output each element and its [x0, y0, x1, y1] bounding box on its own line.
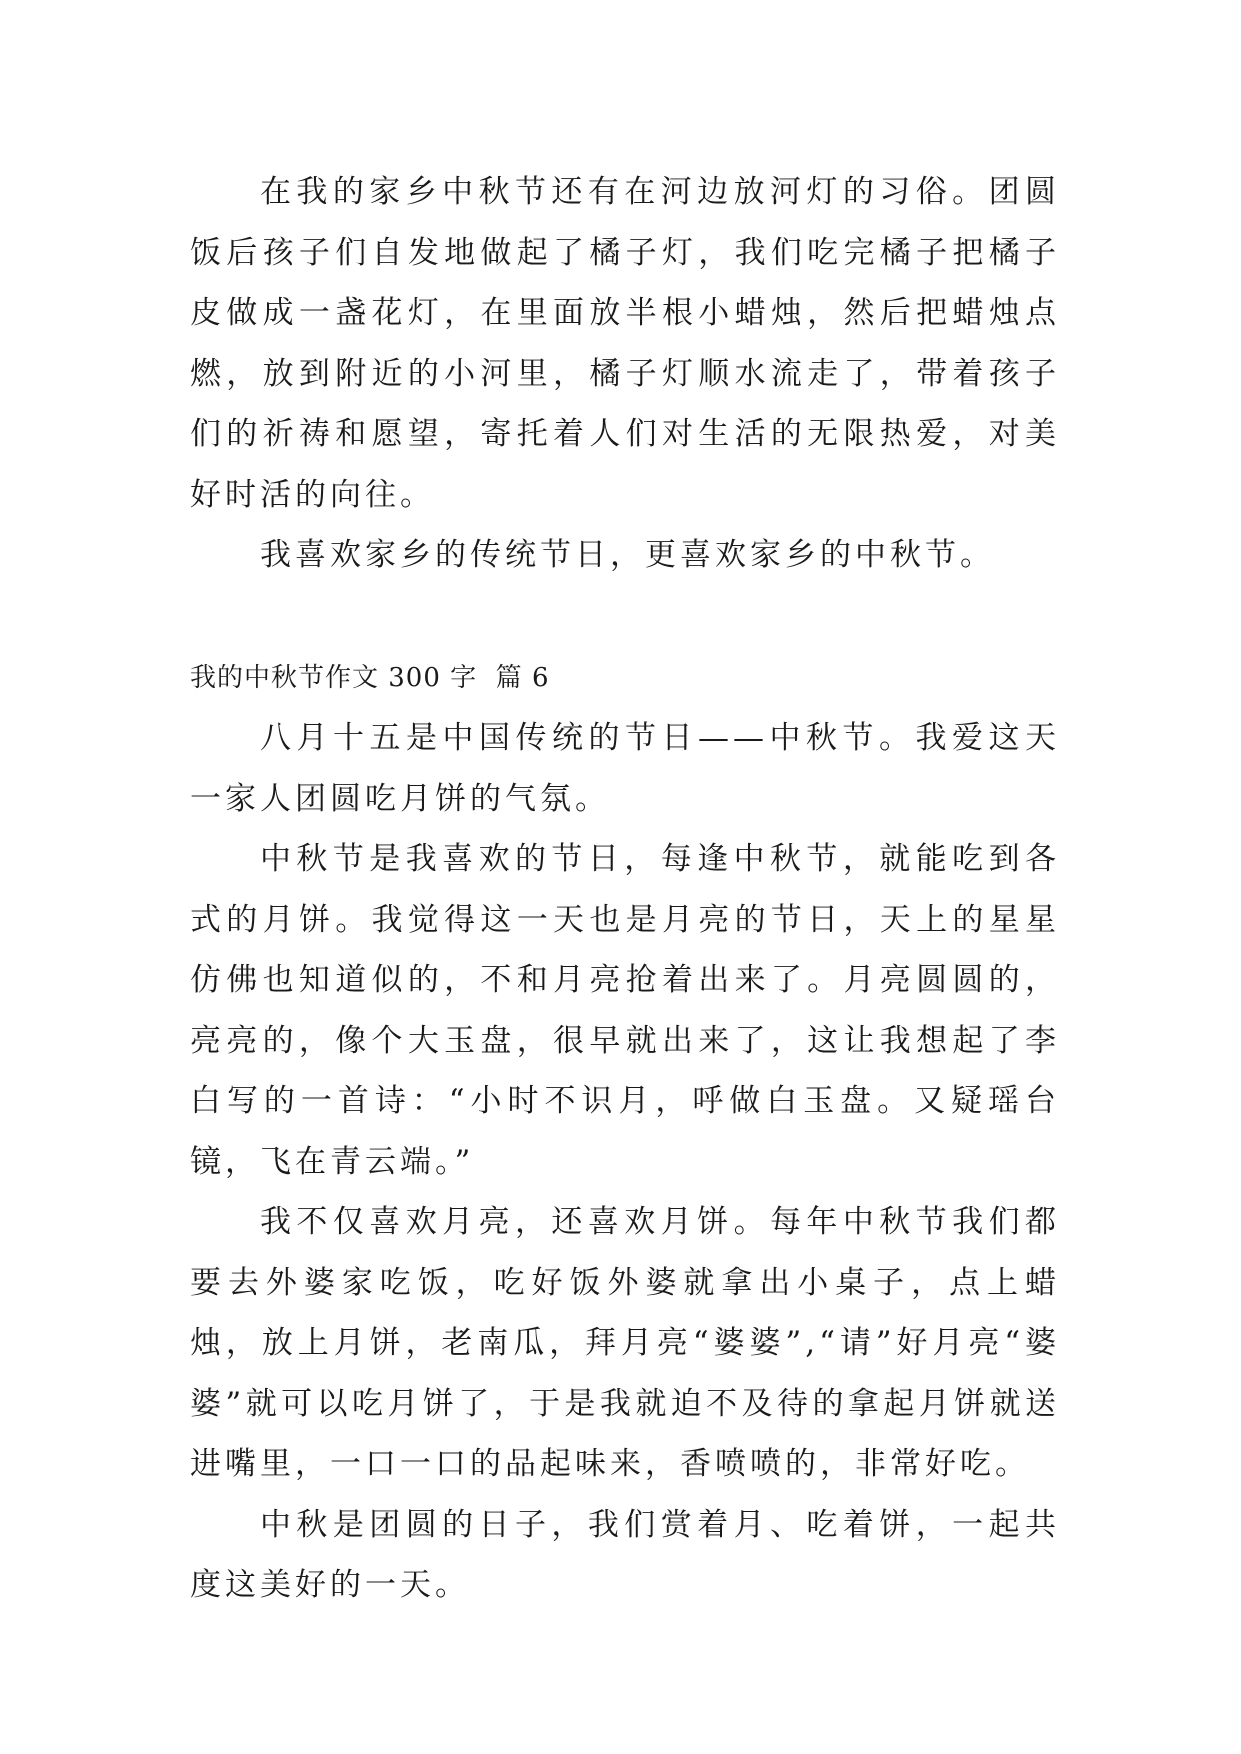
- paragraph-conclusion: 我喜欢家乡的传统节日，更喜欢家乡的中秋节。: [260, 537, 995, 573]
- paragraph-mooncake: 我不仅喜欢月亮，还喜欢月饼。每年中秋节我们都要去外婆家吃饭，吃好饭外婆就拿出小桌子，点上蜡烛，放上月饼，老南瓜，拜月亮“婆婆”,“请”好月亮“婆婆”就可以吃月饼了，于是我就迫不及待的拿起月饼就送进嘴里，一口一口的品起味来，香喷喷的，非常好吃。: [190, 1204, 1060, 1482]
- paragraph-intro: 八月十五是中国传统的节日——中秋节。我爱这天一家人团圆吃月饼的气氛。: [190, 720, 1060, 817]
- section-title: 我的中秋节作文 300 字 篇 6: [190, 662, 550, 693]
- paragraph-river-lanterns: 在我的家乡中秋节还有在河边放河灯的习俗。团圆饭后孩子们自发地做起了橘子灯，我们吃完橘子把橘子皮做成一盏花灯，在里面放半根小蜡烛，然后把蜡烛点燃，放到附近的小河里，橘子灯顺水流走了，带着孩子们的祈祷和愿望，寄托着人们对生活的无限热爱，对美好时活的向往。: [190, 174, 1060, 513]
- paragraph-reunion: 中秋是团圆的日子，我们赏着月、吃着饼，一起共度这美好的一天。: [190, 1506, 1060, 1603]
- paragraph-moon: 中秋节是我喜欢的节日，每逢中秋节，就能吃到各式的月饼。我觉得这一天也是月亮的节日，天上的星星仿佛也知道似的，不和月亮抢着出来了。月亮圆圆的，亮亮的，像个大玉盘，很早就出来了，这让我想起了李白写的一首诗：“小时不识月，呼做白玉盘。又疑瑶台镜，飞在青云端。”: [190, 841, 1060, 1180]
- document-body: [190, 162, 1060, 1616]
